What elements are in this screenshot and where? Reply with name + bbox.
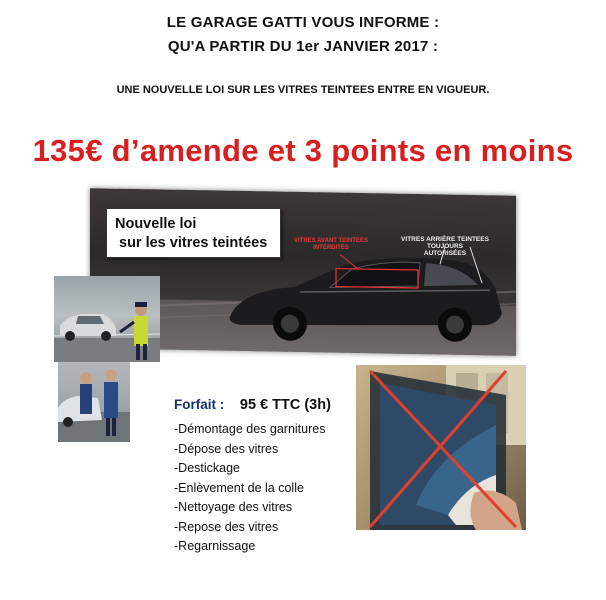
officers-photo [58,362,130,442]
rear-note-line2: TOUJOURS [427,243,463,250]
banner-label-line1: Nouvelle loi [115,216,197,232]
list-item: -Nettoyage des vitres [174,500,293,514]
tint-removal-illustration [356,365,526,530]
forfait-label: Forfait : [174,397,225,412]
police-checkpoint-illustration [54,276,160,362]
officers-illustration [58,362,130,442]
rear-note-line3: AUTORISÉES [423,250,467,257]
banner-label [106,208,281,258]
forfait-price: 95 € TTC (3h) [239,397,331,413]
front-windows-note: VITRES AVANT TEINTEES INTERDITES [294,238,368,251]
forfait-line [174,397,331,413]
banner-label-line2: sur les vitres teintées [119,235,268,251]
rear-note-line1: VITRES ARRIÈRE TEINTEES [401,236,489,243]
tint-removal-photo [356,365,526,530]
list-item: -Dépose des vitres [174,441,279,456]
list-item: -Regarnissage [174,539,256,553]
headline: 135€ d’amende et 3 points en moins [32,133,574,168]
list-item: -Démontage des garnitures [174,422,326,436]
header-line-1: LE GARAGE GATTI VOUS INFORME : [166,14,440,31]
list-item: -Repose des vitres [174,519,279,534]
list-item: -Enlèvement de la colle [174,480,304,495]
header-line-2: QU'A PARTIR DU 1er JANVIER 2017 : [167,38,439,55]
rear-windows-note [390,236,500,257]
police-checkpoint-photo [54,276,160,362]
header-line-3: UNE NOUVELLE LOI SUR LES VITRES TEINTEES ENTRE EN VIGUEUR. [116,84,490,96]
list-item: -Destickage [174,461,240,475]
services-list [174,420,325,557]
